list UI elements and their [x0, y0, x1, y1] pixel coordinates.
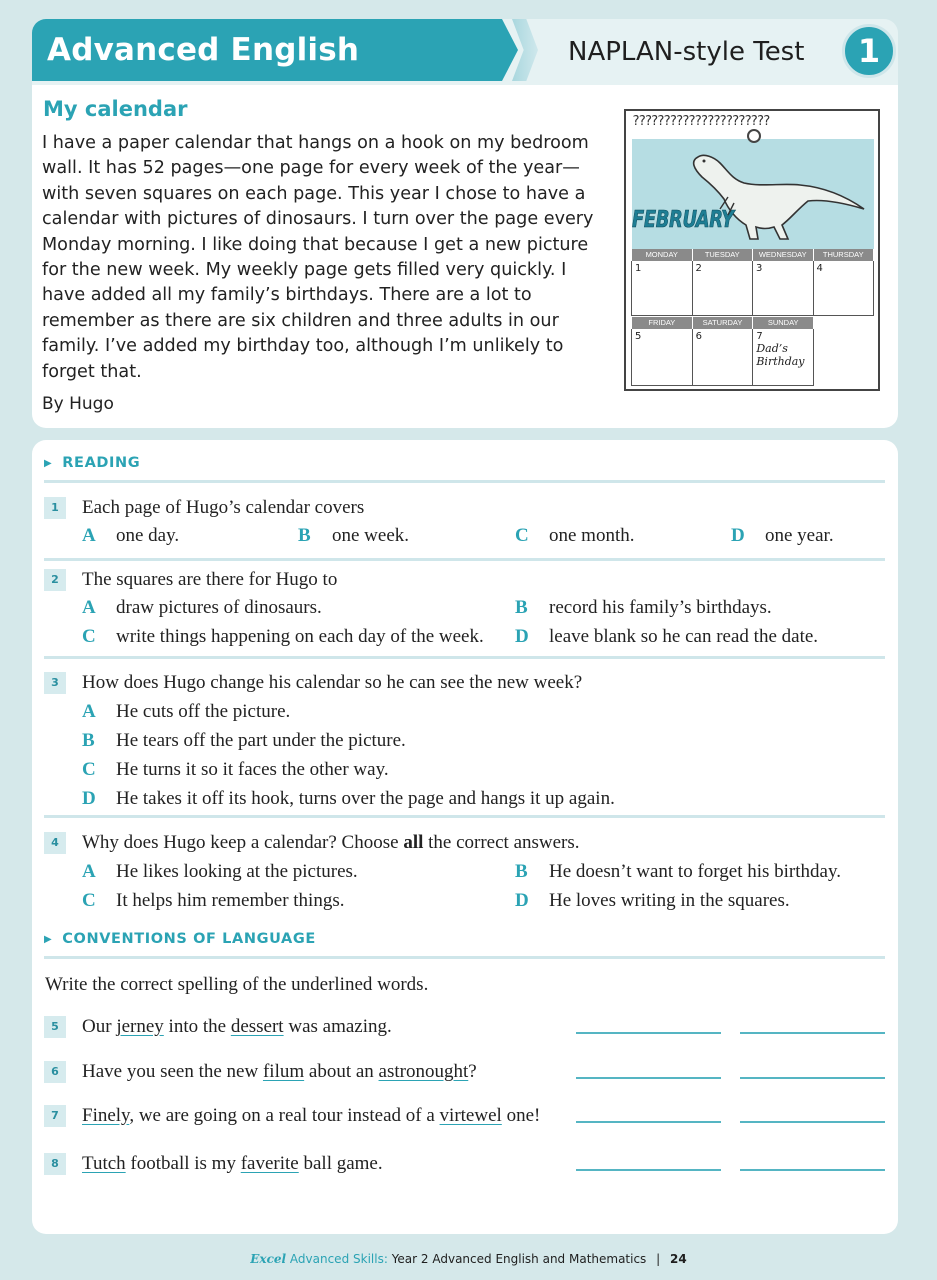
option-a[interactable]	[82, 861, 358, 883]
calendar-grid-week2	[632, 317, 814, 386]
option-text: He takes it off its hook, turns over the page and hangs it up again.	[116, 788, 615, 809]
option-letter: A	[82, 525, 96, 546]
answer-blank[interactable]	[576, 1169, 721, 1171]
section-heading: READING	[62, 455, 141, 471]
option-text: write things happening on each day of the week.	[116, 626, 484, 647]
answer-blank[interactable]	[576, 1121, 721, 1123]
question-number: 7	[44, 1105, 66, 1127]
calendar-month: FEBRUARY	[632, 207, 734, 233]
question-text-emphasis: all	[403, 832, 424, 853]
date-cell: 1	[631, 261, 693, 316]
section-reading	[44, 455, 140, 471]
day-header: MONDAY	[632, 249, 693, 261]
divider	[44, 480, 885, 483]
question-number: 4	[44, 832, 66, 854]
handwritten-note: Dad’s	[756, 342, 788, 355]
date-number: 7	[756, 331, 763, 342]
option-d[interactable]	[82, 788, 615, 810]
option-d[interactable]	[515, 890, 790, 912]
page-number: 24	[670, 1252, 687, 1266]
date-cell: 4	[813, 261, 875, 316]
option-text: He tears off the part under the picture.	[116, 730, 406, 751]
divider	[44, 815, 885, 818]
question-text-part: , we are going on a real tour instead of a	[129, 1105, 440, 1126]
question-text-part: ball game.	[298, 1153, 383, 1174]
option-a[interactable]	[82, 525, 179, 547]
footer-title: Year 2 Advanced English and Mathematics	[391, 1252, 647, 1266]
question-number: 3	[44, 672, 66, 694]
instruction-text: Write the correct spelling of the underlined words.	[45, 974, 429, 995]
questions-card	[32, 440, 898, 1234]
option-c[interactable]	[82, 890, 344, 912]
question-text	[82, 1105, 540, 1127]
date-cell: 6	[692, 329, 754, 386]
option-text: one day.	[116, 525, 180, 546]
option-b[interactable]	[515, 597, 772, 619]
passage-card	[32, 85, 898, 428]
day-header: SUNDAY	[753, 317, 814, 329]
underlined-word: Finely	[82, 1105, 130, 1126]
day-header: FRIDAY	[632, 317, 693, 329]
option-text: one year.	[765, 525, 834, 546]
option-text: record his family’s birthdays.	[549, 597, 772, 618]
option-letter: D	[515, 890, 529, 911]
question-number: 6	[44, 1061, 66, 1083]
option-letter: A	[82, 861, 96, 882]
option-text: He turns it so it faces the other way.	[116, 759, 389, 780]
option-letter: B	[82, 730, 95, 751]
date-cell-sunday	[752, 329, 814, 386]
triangle-icon: ▶	[44, 458, 53, 469]
divider	[44, 656, 885, 659]
passage-body: I have a paper calendar that hangs on a hook on my bedroom wall. It has 52 pages—one page for every week of the year—with seven squares on each page. This year I chose to have a calendar with pictures of dinosaurs. I turn over the page every Monday morning. I like doing that because I get a new picture for the new week. My weekly page gets filled very quickly. I have added all my family’s birthdays. There are a lot to remember as there are six children and three adults in our family. I’ve added my birthday too, although I’m unlikely to forget that.	[42, 133, 594, 382]
option-b[interactable]	[515, 861, 841, 883]
day-header: SATURDAY	[693, 317, 754, 329]
answer-blank[interactable]	[740, 1121, 885, 1123]
date-cell: 5	[631, 329, 693, 386]
answer-blank[interactable]	[740, 1032, 885, 1034]
option-letter: C	[82, 890, 96, 911]
underlined-word: Tutch	[82, 1153, 126, 1174]
question-text-part: Have you seen the new	[82, 1061, 263, 1082]
calendar-hook	[747, 129, 761, 143]
option-c[interactable]	[82, 759, 389, 781]
question-text-part: the correct answers.	[423, 832, 580, 853]
option-text: He cuts off the picture.	[116, 701, 291, 722]
option-a[interactable]	[82, 701, 290, 723]
option-letter: B	[515, 861, 528, 882]
question-text-part: ?	[468, 1061, 477, 1082]
section-heading: CONVENTIONS OF LANGUAGE	[62, 931, 316, 947]
question-text-part: into the	[163, 1016, 231, 1037]
day-header: TUESDAY	[693, 249, 754, 261]
option-text: leave blank so he can read the date.	[549, 626, 819, 647]
question-number: 1	[44, 497, 66, 519]
divider	[44, 956, 885, 959]
option-letter: A	[82, 597, 96, 618]
option-d[interactable]	[515, 626, 818, 648]
option-c[interactable]	[515, 525, 635, 547]
question-text: Each page of Hugo’s calendar covers	[82, 497, 365, 518]
option-text: It helps him remember things.	[116, 890, 345, 911]
question-text-part: was amazing.	[283, 1016, 392, 1037]
option-text: draw pictures of dinosaurs.	[116, 597, 322, 618]
underlined-word: astronought	[378, 1061, 469, 1082]
date-cell: 2	[692, 261, 754, 316]
question-text	[82, 832, 580, 854]
answer-blank[interactable]	[576, 1032, 721, 1034]
option-text: one month.	[549, 525, 635, 546]
answer-blank[interactable]	[576, 1077, 721, 1079]
underlined-word: jerney	[116, 1016, 164, 1037]
question-text-part: about an	[304, 1061, 379, 1082]
question-number: 8	[44, 1153, 66, 1175]
option-c[interactable]	[82, 626, 484, 648]
question-text: The squares are there for Hugo to	[82, 569, 338, 590]
test-label: NAPLAN-style Test	[568, 37, 805, 67]
footer-separator: |	[656, 1252, 661, 1266]
option-letter: B	[298, 525, 311, 546]
question-text-part: Why does Hugo keep a calendar? Choose	[82, 832, 404, 853]
calendar-illustration	[624, 109, 880, 391]
date-cell: 3	[752, 261, 814, 316]
question-text-part: football is my	[125, 1153, 241, 1174]
day-header: THURSDAY	[814, 249, 875, 261]
subject-title: Advanced English	[32, 19, 502, 81]
footer-series: Advanced Skills:	[286, 1252, 392, 1266]
option-letter: D	[82, 788, 96, 809]
option-a[interactable]	[82, 597, 322, 619]
underlined-word: dessert	[230, 1016, 284, 1037]
question-text-part: Our	[82, 1016, 117, 1037]
option-text: He likes looking at the pictures.	[116, 861, 358, 882]
test-number-badge: 1	[842, 24, 896, 78]
option-letter: D	[515, 626, 529, 647]
option-text: He doesn’t want to forget his birthday.	[549, 861, 841, 882]
day-header: WEDNESDAY	[753, 249, 814, 261]
question-text	[82, 1061, 477, 1083]
handwritten-note: Birthday	[756, 355, 805, 368]
underlined-word: faverite	[240, 1153, 299, 1174]
option-b[interactable]	[82, 730, 406, 752]
passage-author: By Hugo	[42, 394, 114, 414]
calendar-grid-week1	[632, 249, 874, 316]
question-text: How does Hugo change his calendar so he can see the new week?	[82, 672, 583, 693]
answer-blank[interactable]	[740, 1169, 885, 1171]
option-letter: B	[515, 597, 528, 618]
option-letter: C	[515, 525, 529, 546]
option-letter: C	[82, 759, 96, 780]
page-header	[32, 19, 898, 85]
page-footer	[0, 1252, 937, 1266]
option-text: He loves writing in the squares.	[549, 890, 790, 911]
option-d[interactable]	[731, 525, 834, 547]
answer-blank[interactable]	[740, 1077, 885, 1079]
question-text-part: one!	[501, 1105, 541, 1126]
divider	[44, 558, 885, 561]
option-letter: C	[82, 626, 96, 647]
option-letter: D	[731, 525, 745, 546]
question-number: 2	[44, 569, 66, 591]
calendar-spiral: ??????????????????????	[632, 114, 769, 129]
passage-title: My calendar	[43, 97, 188, 121]
option-text: one week.	[332, 525, 410, 546]
underlined-word: filum	[262, 1061, 305, 1082]
option-letter: A	[82, 701, 96, 722]
question-text	[82, 1016, 392, 1038]
question-text	[82, 1153, 383, 1175]
brand-name: Excel	[250, 1252, 287, 1266]
question-number: 5	[44, 1016, 66, 1038]
underlined-word: virtewel	[439, 1105, 502, 1126]
triangle-icon: ▶	[44, 934, 53, 945]
option-b[interactable]	[298, 525, 409, 547]
section-conventions	[44, 931, 316, 947]
